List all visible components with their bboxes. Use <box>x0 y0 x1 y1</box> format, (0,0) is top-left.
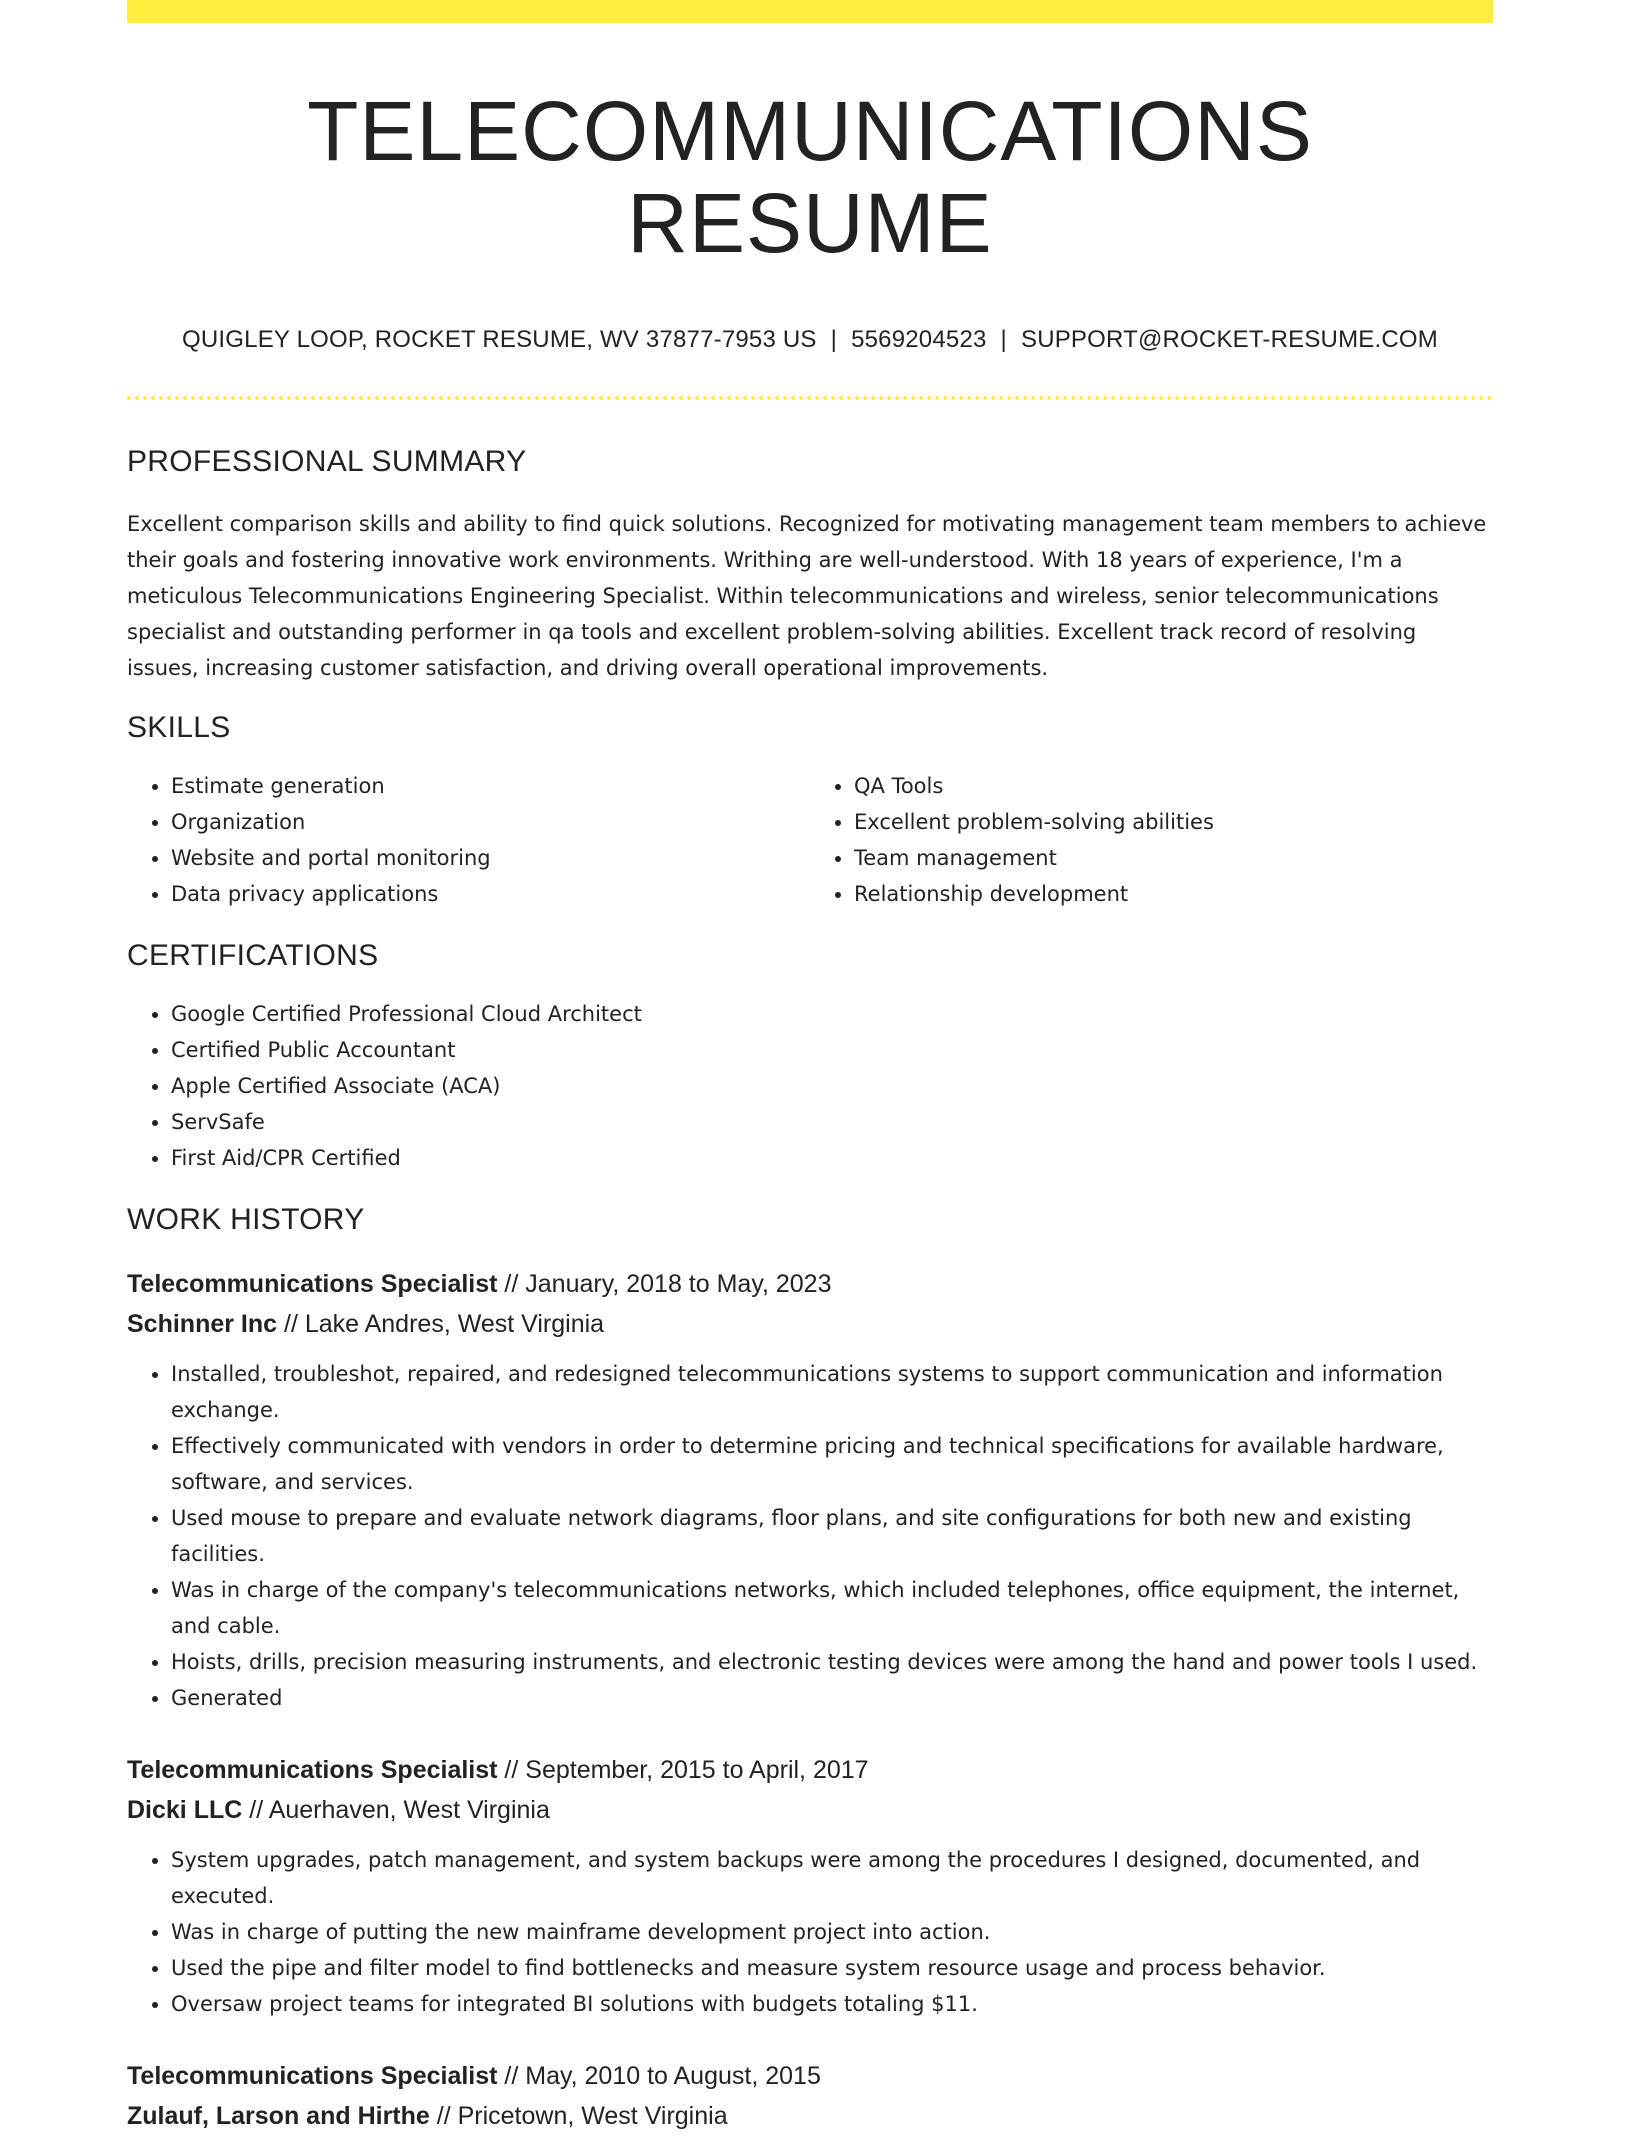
job-dates: // September, 2015 to April, 2017 <box>497 1755 869 1784</box>
job-company-line <box>127 1304 1493 1344</box>
certification-item: • Apple Certified Associate (ACA) <box>171 1068 1493 1104</box>
certification-item: • ServSafe <box>171 1104 1493 1140</box>
contact-separator: | <box>1000 325 1007 353</box>
job-bullet: • Was in charge of putting the new mainframe development project into action. <box>171 1914 1493 1950</box>
summary-text: Excellent comparison skills and ability to find quick solutions. Recognized for motivating management team members to achieve their goals and fostering innovative work environments. Writhing are well-understood. With 18 years of experience, I'm a meticulous Telecommunications Engineering Specialist. Within telecommunications and wireless, senior telecommunications specialist and outstanding performer in qa tools and excellent problem-solving abilities. Excellent track record of resolving issues, increasing customer satisfaction, and driving overall operational improvements. <box>127 511 1487 680</box>
skills-heading: SKILLS <box>127 710 231 744</box>
certifications-heading: CERTIFICATIONS <box>127 938 379 972</box>
job-bullet: • Generated <box>171 1680 1493 1716</box>
job-bullet: • Hoists, drills, precision measuring instruments, and electronic testing devices were among the hand and power tools I used. <box>171 1644 1493 1680</box>
skill-item: • Organization <box>171 804 810 840</box>
skill-item: • Team management <box>854 840 1493 876</box>
dotted-divider <box>127 396 1493 400</box>
job-bullets <box>127 1842 1493 2022</box>
job-bullet: • Used mouse to prepare and evaluate network diagrams, floor plans, and site configurations for both new and existing facilities. <box>171 1500 1493 1572</box>
job-location: // Auerhaven, West Virginia <box>242 1795 550 1824</box>
job-bullet: • Oversaw project teams for integrated BI solutions with budgets totaling $11. <box>171 1986 1493 2022</box>
job-location: // Lake Andres, West Virginia <box>277 1309 605 1338</box>
certification-item: • Google Certified Professional Cloud Architect <box>171 996 1493 1032</box>
skill-item: • Relationship development <box>854 876 1493 912</box>
skill-item: • QA Tools <box>854 768 1493 804</box>
job-bullet: • Was in charge of the company's telecommunications networks, which included telephones, office equipment, the internet, and cable. <box>171 1572 1493 1644</box>
job-dates: // January, 2018 to May, 2023 <box>497 1269 832 1298</box>
job-title: Telecommunications Specialist <box>127 2061 498 2090</box>
contact-line <box>127 326 1493 354</box>
job-title: Telecommunications Specialist <box>127 1269 498 1298</box>
job-title-line <box>127 1750 1493 1790</box>
job-entry <box>127 1750 1493 2022</box>
job-bullet: • Installed, troubleshot, repaired, and redesigned telecommunications systems to support communication and information exchange. <box>171 1356 1493 1428</box>
job-company: Dicki LLC <box>127 1795 243 1824</box>
contact-email: SUPPORT@ROCKET-RESUME.COM <box>1020 325 1438 353</box>
skill-item: • Data privacy applications <box>171 876 810 912</box>
certifications-list <box>127 996 1493 1176</box>
work-history-heading: WORK HISTORY <box>127 1202 365 1236</box>
job-bullets <box>127 1356 1493 1716</box>
accent-bar <box>127 0 1493 23</box>
job-bullet: • System upgrades, patch management, and system backups were among the procedures I designed, documented, and executed. <box>171 1842 1493 1914</box>
job-entry <box>127 1264 1493 1716</box>
skills-left-list <box>127 768 810 912</box>
skill-item: • Excellent problem-solving abilities <box>854 804 1493 840</box>
skill-item: • Estimate generation <box>171 768 810 804</box>
skill-item: • Website and portal monitoring <box>171 840 810 876</box>
job-entry <box>127 2056 1493 2136</box>
certification-item: • Certified Public Accountant <box>171 1032 1493 1068</box>
skills-right-list <box>810 768 1493 912</box>
job-company-line <box>127 2096 1493 2136</box>
job-company: Schinner Inc <box>127 1309 278 1338</box>
job-bullet: • Used the pipe and filter model to find bottlenecks and measure system resource usage and process behavior. <box>171 1950 1493 1986</box>
job-dates: // May, 2010 to August, 2015 <box>497 2061 821 2090</box>
job-company: Zulauf, Larson and Hirthe <box>127 2101 430 2130</box>
certification-item: • First Aid/CPR Certified <box>171 1140 1493 1176</box>
resume-page <box>127 0 1493 2136</box>
job-bullet: • Effectively communicated with vendors in order to determine pricing and technical specifications for available hardware, software, and services. <box>171 1428 1493 1500</box>
contact-phone: 5569204523 <box>851 325 987 353</box>
job-title: Telecommunications Specialist <box>127 1755 498 1784</box>
job-title-line <box>127 1264 1493 1304</box>
summary-heading: PROFESSIONAL SUMMARY <box>127 444 527 478</box>
job-title-line <box>127 2056 1493 2096</box>
contact-separator: | <box>830 325 838 353</box>
page-title: TELECOMMUNICATIONS RESUME <box>307 84 1313 271</box>
job-company-line <box>127 1790 1493 1830</box>
skills-columns <box>127 768 1493 912</box>
contact-address: QUIGLEY LOOP, ROCKET RESUME, WV 37877-7953 US <box>182 325 817 353</box>
job-location: // Pricetown, West Virginia <box>429 2101 728 2130</box>
